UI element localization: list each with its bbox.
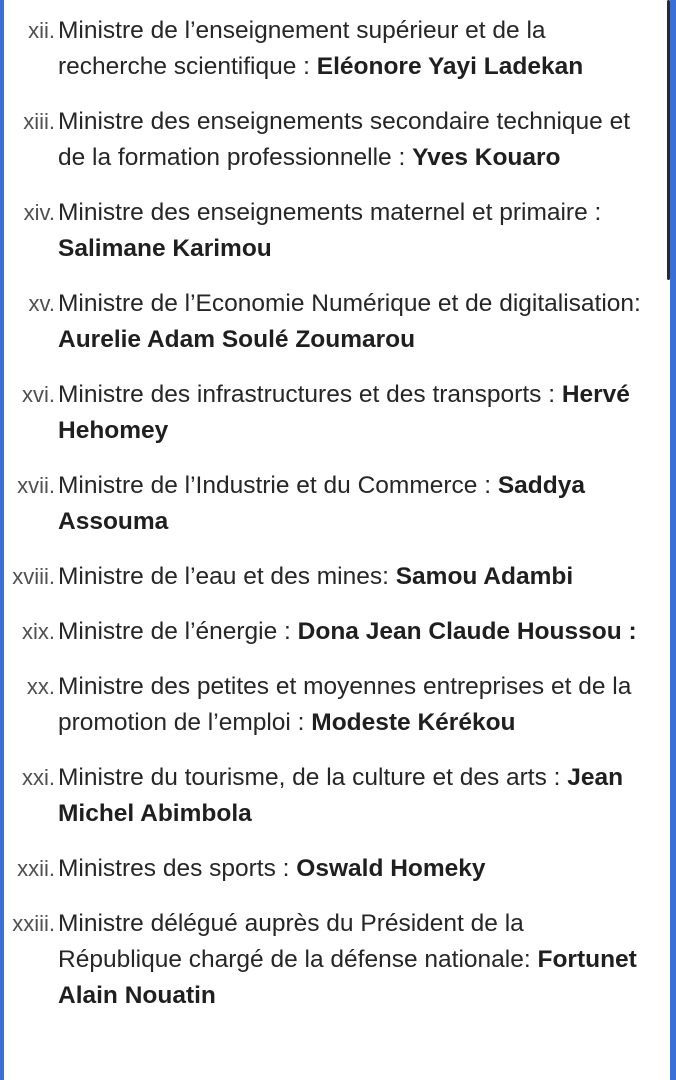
ministry-title: Ministre délégué auprès du Président de la République chargé de la défense nationale:: [58, 910, 538, 973]
item-text: [58, 851, 660, 887]
minister-name: Modeste Kérékou: [311, 709, 516, 736]
item-number: xxiii.: [12, 911, 55, 936]
item-text: [58, 286, 660, 358]
item-text: [58, 559, 660, 595]
list-item: [0, 906, 660, 1014]
item-text: [58, 104, 660, 176]
ministry-title: Ministre des enseignements secondaire technique et de la formation professionnelle :: [58, 108, 631, 171]
item-number: xxi.: [22, 765, 55, 790]
item-number: xx.: [26, 674, 55, 699]
ministry-title: Ministre du tourisme, de la culture et des arts :: [58, 764, 568, 791]
item-number: xiii.: [23, 109, 55, 134]
minister-name: Fortunet Alain Nouatin: [58, 946, 637, 1009]
right-border: [670, 0, 676, 1080]
ministry-title: Ministre des infrastructures et des transports :: [58, 381, 562, 408]
ministers-list: [0, 13, 660, 1033]
scrollbar-thumb[interactable]: [667, 0, 670, 280]
item-text: [58, 669, 660, 741]
list-item: [0, 377, 660, 449]
minister-name: Yves Kouaro: [412, 144, 561, 171]
ministry-title: Ministre de l’enseignement supérieur et de la recherche scientifique :: [58, 17, 546, 80]
item-text: [58, 760, 660, 832]
minister-name: Aurelie Adam Soulé Zoumarou: [58, 326, 416, 353]
item-text: [58, 906, 660, 1014]
list-item: [0, 104, 660, 176]
minister-name: Hervé Hehomey: [58, 381, 630, 444]
name-suffix: :: [621, 618, 637, 645]
minister-name: Samou Adambi: [395, 563, 574, 590]
item-text: [58, 614, 660, 650]
list-item: [0, 286, 660, 358]
list-item: [0, 559, 660, 595]
list-item: [0, 669, 660, 741]
ministry-title: Ministre des petites et moyennes entreprises et de la promotion de l’emploi :: [58, 673, 632, 736]
minister-name: Eléonore Yayi Ladekan: [316, 53, 584, 80]
item-number: xix.: [22, 619, 55, 644]
list-item: [0, 614, 660, 650]
list-item: [0, 13, 660, 85]
item-number: xvii.: [17, 473, 55, 498]
list-item: [0, 851, 660, 887]
minister-name: Oswald Homeky: [296, 855, 486, 882]
item-text: [58, 377, 660, 449]
item-text: [58, 468, 660, 540]
minister-name: Salimane Karimou: [58, 235, 272, 262]
ministry-title: Ministre de l’eau et des mines:: [58, 563, 396, 590]
item-text: [58, 195, 660, 267]
minister-name: Dona Jean Claude Houssou: [297, 618, 622, 645]
item-text: [58, 13, 660, 85]
list-item: [0, 468, 660, 540]
ministry-title: Ministres des sports :: [58, 855, 297, 882]
item-number: xiv.: [23, 200, 55, 225]
ministry-title: Ministre de l’Economie Numérique et de digitalisation:: [58, 290, 641, 317]
list-item: [0, 760, 660, 832]
item-number: xv.: [28, 291, 55, 316]
item-number: xii.: [28, 18, 55, 43]
ministry-title: Ministre de l’énergie :: [58, 618, 298, 645]
ministry-title: Ministre des enseignements maternel et primaire :: [58, 199, 602, 226]
item-number: xxii.: [17, 856, 55, 881]
item-number: xvi.: [22, 382, 55, 407]
ministry-title: Ministre de l’Industrie et du Commerce :: [58, 472, 498, 499]
list-item: [0, 195, 660, 267]
minister-name: Jean Michel Abimbola: [58, 764, 624, 827]
minister-name: Saddya Assouma: [58, 472, 585, 535]
item-number: xviii.: [12, 564, 55, 589]
